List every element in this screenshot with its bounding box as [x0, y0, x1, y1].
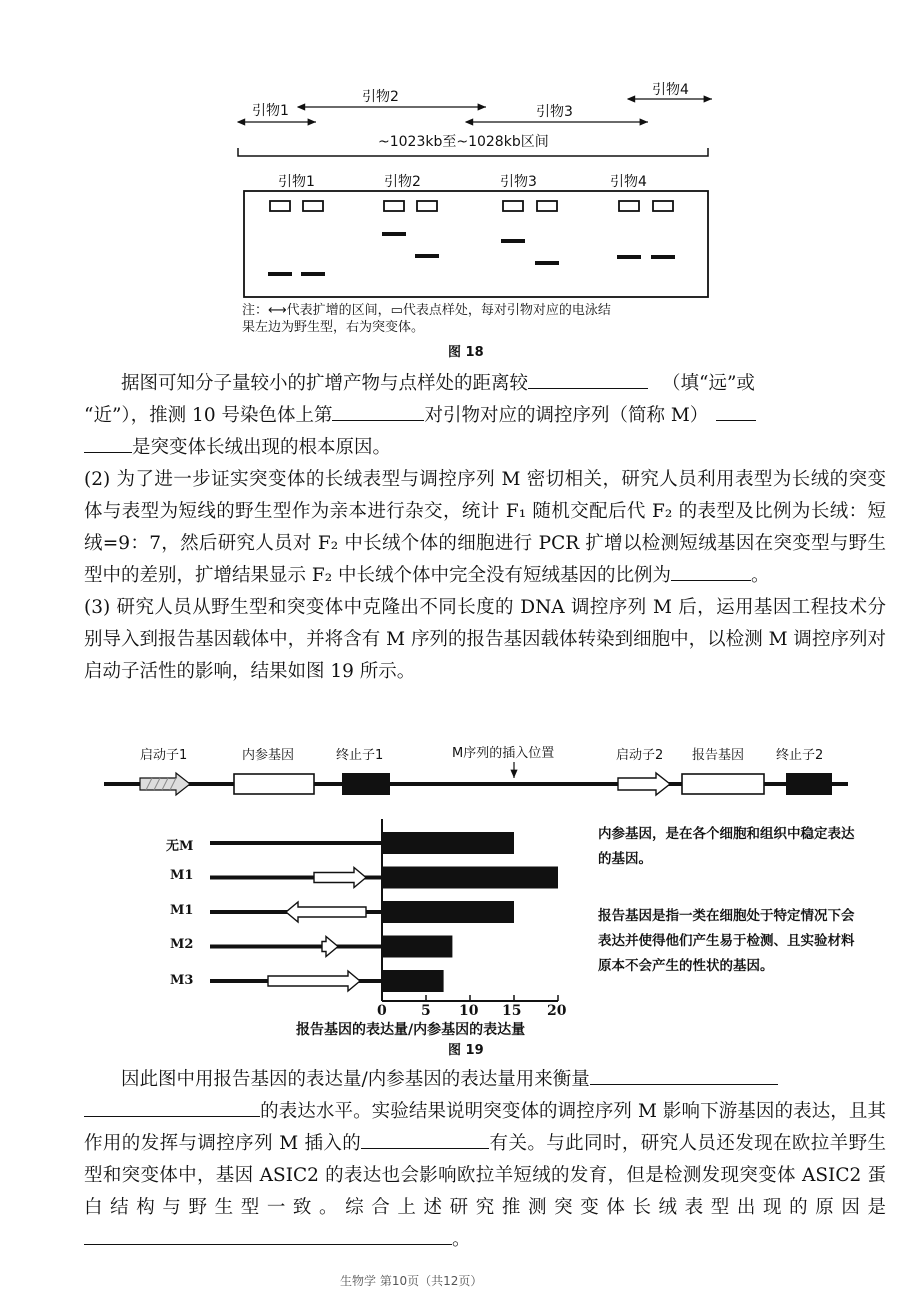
reporter-gene-label: 报告基因: [692, 748, 745, 763]
band: [415, 254, 439, 258]
fig19-title: 图 19: [448, 1043, 484, 1058]
range-label: ~1023kb至~1028kb区间: [378, 134, 549, 150]
reporter-gene-description: 报告基因是指一类在细胞处于特定情况下会表达并使得他们产生易于检测、且实验材料原本不会产生的性状的基因。: [598, 908, 855, 974]
x-tick-10: 10: [459, 1003, 479, 1019]
x-tick-5: 5: [421, 1003, 431, 1019]
gel-electrophoresis: [0, 185, 900, 300]
well: [384, 201, 404, 211]
bar-1: [382, 867, 558, 889]
band: [535, 261, 559, 265]
blank-6[interactable]: [361, 1128, 489, 1149]
terminator2-box: [786, 773, 832, 795]
p1-text-b: （填“远”或: [662, 373, 755, 394]
p1-text-a: 据图可知分子量较小的扩增产物与点样处的距离较: [121, 373, 529, 394]
internal-gene-description: 内参基因，是在各个细胞和组织中稳定表达的基因。: [598, 826, 855, 867]
m-insert-arrow: [286, 902, 366, 922]
promoter2-arrow: [618, 773, 670, 795]
gel-lane-label-2: 引物2: [384, 174, 421, 190]
p4-end: 。: [452, 1229, 471, 1250]
p1-text-e: 是突变体长绒出现的根本原因。: [132, 437, 392, 458]
primer2-top-label: 引物2: [362, 89, 399, 105]
question-text-block-2: [84, 1064, 886, 1256]
bar-4: [382, 970, 444, 992]
q2-end: 。: [751, 565, 770, 586]
well: [417, 201, 437, 211]
row-label-0: 无M: [166, 839, 194, 854]
primer3-top-label: 引物3: [536, 104, 573, 120]
band: [501, 239, 525, 243]
blank-5b[interactable]: [84, 1096, 260, 1117]
band: [301, 272, 325, 276]
terminator1-label: 终止子1: [336, 748, 384, 763]
p1-text-d: 对引物对应的调控序列（简称 M）: [424, 405, 709, 426]
blank-7[interactable]: [84, 1224, 452, 1245]
page-footer: 生物学 第10页（共12页）: [340, 1274, 483, 1288]
gel-lane-label-1: 引物1: [278, 174, 315, 190]
band: [382, 232, 406, 236]
m-insert-arrow: [314, 868, 366, 888]
row-label-2: M1: [170, 903, 194, 918]
bar-2: [382, 901, 514, 923]
band: [651, 255, 675, 259]
fig18-note-line1: 注：⟷代表扩增的区间，▭代表点样处，每对引物对应的电泳结: [242, 303, 611, 318]
band: [617, 255, 641, 259]
bar-3: [382, 936, 452, 958]
x-axis-label: 报告基因的表达量/内参基因的表达量: [296, 1022, 526, 1038]
q2-text: (2) 为了进一步证实突变体的长绒表型与调控序列 M 密切相关，研究人员利用表型为长绒的突变体与表型为短线的野生型作为亲本进行杂交，统计 F₁ 随机交配后代 F₂ 的表型及比例为长绒：短绒=9：7，然后研究人员对 F₂ 中长绒个体的细胞进行 PCR 扩增以检测短绒基因在突变型与野生型中的差别，扩增结果显示 F₂ 中长绒个体中完全没有短绒基因的比例为: [84, 469, 886, 586]
blank-4[interactable]: [671, 560, 751, 581]
fig18-title: 图 18: [448, 345, 484, 360]
row-label-4: M3: [170, 973, 194, 988]
terminator1-box: [342, 773, 390, 795]
well: [653, 201, 673, 211]
q3-text: (3) 研究人员从野生型和突变体中克隆出不同长度的 DNA 调控序列 M 后，运用基因工程技术分别导入到报告基因载体中，并将含有 M 序列的报告基因载体转染到细胞中，以检测 M 调控序列对启动子活性的影响，结果如图 19 所示。: [84, 597, 886, 682]
well: [537, 201, 557, 211]
gel-lane-label-3: 引物3: [500, 174, 537, 190]
fig18-note-line2: 果左边为野生型，右为突变体。: [242, 320, 425, 335]
x-tick-0: 0: [377, 1003, 387, 1019]
gel-lane-label-4: 引物4: [610, 174, 647, 190]
terminator2-label: 终止子2: [776, 748, 824, 763]
m-insert-arrow: [322, 937, 338, 957]
promoter1-label: 启动子1: [140, 748, 188, 763]
reporter-gene-box: [682, 774, 764, 794]
blank-3a[interactable]: [716, 400, 756, 421]
p4-text-b: 的表达水平。实验结果说明突变体的调控序列 M 影响下游基因的表达，且其作用的发挥与调控序列 M 插入的: [84, 1101, 886, 1154]
promoter2-label: 启动子2: [616, 748, 664, 763]
question-text-block-1: [84, 368, 886, 688]
well: [303, 201, 323, 211]
well: [619, 201, 639, 211]
blank-1[interactable]: [528, 368, 648, 389]
well: [270, 201, 290, 211]
p1-text-c: “近”），推测 10 号染色体上第: [84, 405, 333, 426]
blank-5a[interactable]: [590, 1064, 778, 1085]
bar-0: [382, 832, 514, 854]
p4-text-a: 因此图中用报告基因的表达量/内参基因的表达量用来衡量: [121, 1069, 590, 1090]
row-label-1: M1: [170, 868, 194, 883]
insert-site-label: M序列的插入位置: [452, 746, 555, 761]
x-tick-20: 20: [547, 1003, 567, 1019]
row-label-3: M2: [170, 937, 194, 952]
blank-3b[interactable]: [84, 432, 132, 453]
m-insert-arrow: [268, 971, 360, 991]
vector-construct-diagram: [0, 740, 900, 815]
well: [503, 201, 523, 211]
band: [268, 272, 292, 276]
internal-gene-label: 内参基因: [242, 748, 295, 763]
internal-gene-box: [234, 774, 314, 794]
primer1-top-label: 引物1: [252, 103, 289, 119]
x-tick-15: 15: [502, 1003, 522, 1019]
primer4-top-label: 引物4: [652, 82, 689, 98]
p4-text-c: 有关。与此同时，研究人员还发现在欧拉羊野生型和突变体中，基因 ASIC2 的表达也会影响欧拉羊短绒的发育，但是检测发现突变体 ASIC2 蛋白结构与野生型一致。综合上述研究推测突变体长绒表型出现的原因是: [84, 1133, 886, 1218]
blank-2[interactable]: [332, 400, 424, 421]
